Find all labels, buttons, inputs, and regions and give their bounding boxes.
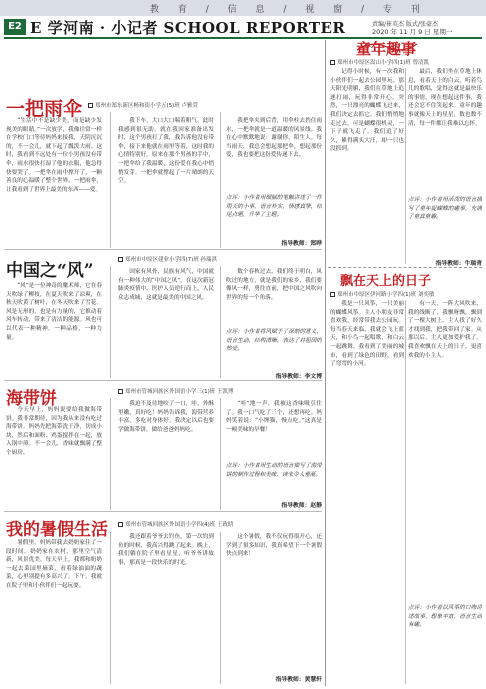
column-rule [220, 266, 221, 378]
column-rule [220, 112, 221, 248]
divider [4, 249, 322, 250]
divider [4, 380, 322, 381]
article-body-a1-col2 [118, 117, 214, 247]
paragraph: “风”是一位神奇的魔术师，它在春天吹绿了柳枝，在夏天吹来了凉爽，在秋天吹黄了树叶，在冬天吹来了雪花。风是无形的，也是有力量的，它推动着风车转动，带来了清洁的能源。风也可以代表一种精神，一种品格，一种力量。 [6, 283, 102, 341]
byline-a5 [330, 58, 429, 66]
article-title-a5: 童年趣事 [356, 40, 417, 58]
paragraph: 我把伞夹到后背，用伞柱去挡住雨水，一把伞就是一道温暖的风景线。我在心中默默地说：谢谢你，陌生人。每当雨天，我总会想起那把伞，想起那份爱，我也要把这份爱传递下去。 [226, 118, 322, 159]
article-body-a2-col2 [118, 268, 214, 378]
paragraph: 国家有风骨，民族有风气，中国就有一种伟大的“中国之风”。在这次新冠肺炎疫情中，医护人员逆行而上，人民众志成城，这就是最美的中国之风。 [118, 269, 214, 301]
byline-a2 [118, 255, 217, 263]
byline-marker [330, 292, 335, 297]
article-note-a2: 点评：小作者将风赋予了深刻的意义，语言生动，结构清晰，表达了对祖国的热爱。 [226, 329, 322, 353]
byline-a4 [118, 520, 234, 528]
divider [4, 511, 322, 512]
article-note-a3: 点评：小作者用生动的语言描写了海带饼的制作过程和美味，读来令人垂涎。 [226, 463, 322, 478]
paragraph: 我还跟着爷爷去钓鱼，第一次钓到鱼的时候，我高兴得跳了起来。晚上，我们躺在院子里看星星，听爷爷讲故事，那真是一段快乐的时光。 [118, 534, 214, 566]
paragraph: 记得小时候，有一次我和小伙伴们一起去公园里玩。那天阳光明媚，我们在草地上追逐打闹，玩得非常开心。突然，一只漂亮的蝴蝶飞过来，我们决定去抓它。我们悄悄地走过去，可是蝴蝶很机灵，一下子就飞走了。我们追了好久，累得满头大汗，却一只也没抓到。 [330, 69, 404, 153]
article-body-a1-col1 [6, 117, 102, 247]
article-note-a6: 点评：小作者以风筝的口吻讲述故事，想象丰富，语言生动有趣。 [408, 605, 482, 629]
paragraph: 有一天，一阵大风吹来，我的线断了，我飘呀飘，飘到了一棵大树上。主人找了好久才找到我，把我带回了家。从那以后，主人更加爱护我了。我喜欢飘在天上的日子，更喜欢我的小主人。 [408, 301, 482, 359]
paragraph: 数个春秋过去，我们终于明白，风吹过的地方，就是我们的家乡，我们要像风一样，勇往直前，把中国之风吹向世界的每一个角落。 [226, 269, 322, 301]
column-rule [110, 266, 111, 378]
article-body-a3-col3 [226, 400, 322, 458]
article-body-a5-col2 [408, 68, 482, 194]
article-body-a4-col3 [226, 533, 322, 667]
article-title-a4: 我的暑假生活 [6, 520, 108, 540]
article-body-a2-col3 [226, 268, 322, 326]
byline-text-a6: 郑州市中原区伊河路小学四(1)班 刘奕敏 [337, 292, 435, 298]
column-rule [405, 68, 406, 264]
article-body-a4-col1 [6, 539, 102, 681]
article-body-a4-col2 [118, 533, 214, 681]
byline-marker [88, 103, 93, 108]
teacher-credit-a5: 指导教师：牛瑞青 [435, 261, 482, 267]
paragraph: “生活中不是缺少美，而是缺少发现美的眼睛。”一次放学，我像往常一样在学校门口等待妈妈来接我，天阴沉沉的，不一会儿，就下起了瓢泼大雨。这时，我看到不远处有一位小男孩没有带伞，雨水很快打湿了他的衣服，他急得快要哭了。一把伞在雨中撑开了，一颗善良的心温暖了整个世界。一把雨伞，让我看到了世界上最美的东西——爱。 [6, 118, 102, 193]
paragraph: 今天早上，妈妈说要给我做海带饼。我非常期待，因为我从来没有吃过海带饼。妈妈先把海带洗干净，切成小块，然后和面粉、鸡蛋搅拌在一起，放入锅中煎。不一会儿，香味就飘满了整个厨房。 [6, 407, 102, 456]
paragraph: 这个暑假，我不仅玩得很开心，还学到了很多知识，我真希望下一个暑假快点到来！ [226, 534, 322, 558]
article-title-a2: 中国之“风” [6, 261, 94, 281]
byline-text-a2: 郑州市中原区建业小学四(7)班 孙瑞淇 [125, 257, 218, 263]
paragraph: “哇”地一声，我被这香味吸引住了。我一口气吃了三个，还想再吃。妈妈笑着说：“小馋猫，慢点吃。”这真是一顿美味的早餐！ [226, 401, 322, 433]
byline-text-a4: 郑州市管城回族区外国语小学四(4)班 王政晗 [125, 522, 234, 528]
column-rule [405, 300, 406, 684]
byline-text-a5: 郑州市中原区嵩山小学四(1)班 曾清凯 [337, 60, 430, 66]
article-body-a3-col2 [118, 400, 214, 510]
article-note-a5: 点评：小作者用活泼的语言描写了童年捉蝴蝶的趣事，充满了童真童趣。 [408, 197, 482, 221]
paragraph: 暑假里，妈妈带我去奶奶家住了一段时间。奶奶家在农村，那里空气清新，风景优美。每天早上，我都和奶奶一起去菜园里摘菜，看着绿油油的蔬菜，心里别提有多高兴了。下午，我就在院子里和小伙伴们一起玩耍。 [6, 540, 102, 589]
teacher-credit-a3: 指导教师：赵静 [281, 503, 322, 509]
paragraph: 我是一只风筝，一只美丽的蝴蝶风筝。主人小朋友非常喜欢我，经常带我去公园玩。每当春天来临，我就会飞上蓝天，和小鸟一起唱歌，和白云一起跳舞。我看到了美丽的城市，看到了绿色的田野，看到了弯弯的小河。 [330, 301, 404, 368]
issue-date: 2020 年 11 月 9 日 星期一 [372, 28, 453, 36]
article-title-a1: 一把雨伞 [6, 98, 83, 120]
article-note-a1: 点评：小作者用细腻的笔触讲述了一件雨天的小事，语言朴实，情感真挚，结尾点题，升华了主题。 [226, 195, 322, 219]
article-body-a5-col1 [330, 68, 404, 256]
byline-marker [118, 389, 123, 394]
column-rule [110, 398, 111, 510]
article-body-a3-col1 [6, 406, 102, 510]
column-rule [220, 398, 221, 510]
byline-a1 [88, 101, 198, 109]
masthead: E 学河南 · 小记者 SCHOOL REPORTER [30, 19, 346, 37]
paragraph: 我下车，大口大口喘着粗气。此时我感到很无助，就在我回家准备出发时，这个男孩打了我，我告诉他没有带伞，接下来他就在雨里等着，这时我的心情特别好。原来在那个男孩的手中，一把伞给了我温暖，这份爱在我心中悄悄发芽。一把伞就撑起了一片晴朗的天空。 [118, 118, 214, 185]
byline-text-a1: 郑州市郑东新区畅和街小学五(5)班 卢雅萱 [95, 103, 199, 109]
divider [328, 267, 482, 268]
page-number: E2 [4, 19, 26, 35]
byline-a3 [118, 387, 234, 395]
article-title-a3: 海带饼 [6, 389, 57, 409]
byline-text-a3: 郑州市管城回族区外国语小学三(1)班 王凯博 [125, 389, 234, 395]
article-body-a6-col2 [408, 300, 482, 600]
byline-a6 [330, 290, 435, 298]
byline-marker [118, 522, 123, 527]
article-body-a2-col1 [6, 282, 102, 378]
header-tagline: 教 育 / 信 息 / 视 窗 / 专 刊 [150, 5, 428, 15]
section-separator [325, 40, 326, 686]
article-body-a6-col1 [330, 300, 404, 684]
teacher-credit-a4: 指导教师：黄慧轩 [275, 677, 322, 683]
teacher-credit-a1: 指导教师：郑晔 [281, 241, 322, 247]
editor-credit: 责编/崔英杰 版式/张豪杰 [372, 21, 438, 28]
article-title-a6: 飘在天上的日子 [340, 274, 432, 289]
byline-marker [118, 257, 123, 262]
column-rule [110, 112, 111, 248]
byline-marker [330, 60, 335, 65]
column-rule [220, 532, 221, 684]
column-rule [110, 532, 111, 684]
paragraph: 最后，我们坐在草地上休息，看着天上的白云，听着鸟儿的歌唱，觉得这就是最快乐的事情。现在想起这件事，我还会忍不住笑起来。童年的趣事就像天上的星星，数也数不清，每一件都让我难以忘怀。 [408, 69, 482, 127]
teacher-credit-a2: 指导教师：李文博 [275, 374, 322, 380]
paragraph: 我迫不及待地咬了一口，哇，外酥里嫩，真好吃！妈妈告诉我，海带营养丰富，多吃对身体好。我决定以后也要学做海带饼，做给爸爸妈妈吃。 [118, 401, 214, 433]
